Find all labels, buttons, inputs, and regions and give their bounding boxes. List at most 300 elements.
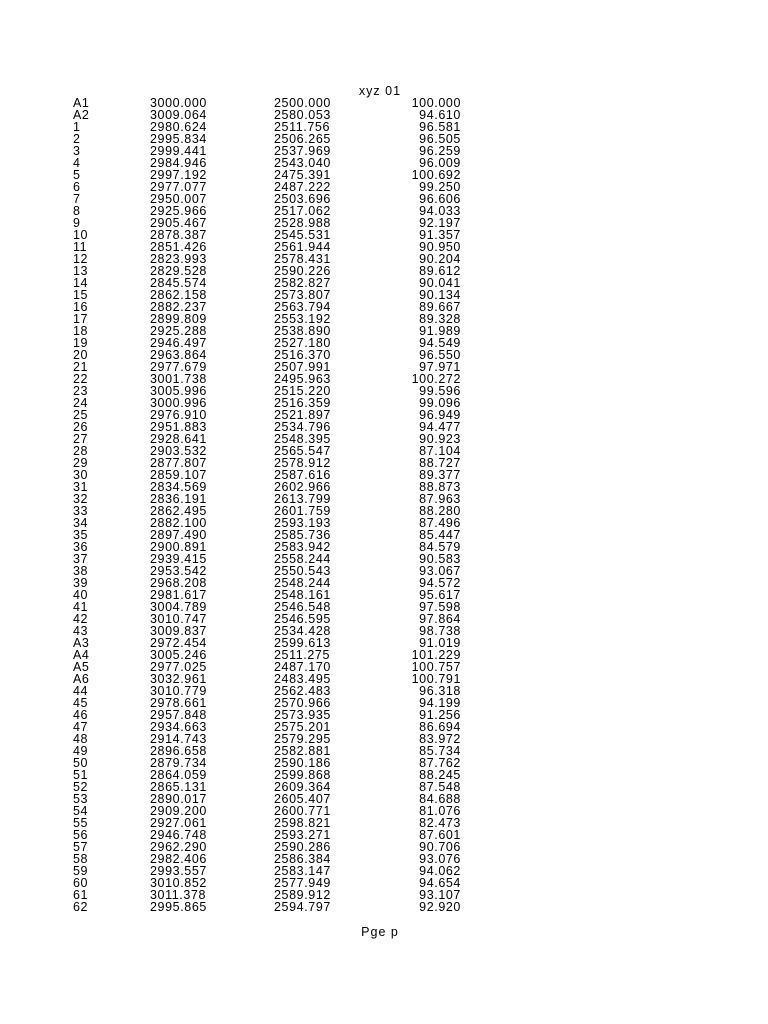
point-id: 55 bbox=[73, 816, 89, 830]
point-id: 44 bbox=[73, 684, 89, 698]
x-value: 2890.017 bbox=[150, 792, 207, 806]
point-id: 50 bbox=[73, 756, 89, 770]
x-value: 3009.837 bbox=[150, 624, 207, 638]
x-value: 2950.007 bbox=[150, 192, 207, 206]
x-value: 2981.617 bbox=[150, 588, 207, 602]
z-value: 94.477 bbox=[419, 420, 461, 434]
x-value: 2882.100 bbox=[150, 516, 207, 530]
point-id: 36 bbox=[73, 540, 89, 554]
z-value: 91.989 bbox=[419, 324, 461, 338]
y-value: 2580.053 bbox=[274, 108, 331, 122]
y-value: 2586.384 bbox=[274, 852, 331, 866]
z-value: 90.204 bbox=[419, 252, 461, 266]
table-row bbox=[73, 241, 473, 253]
x-value: 3005.996 bbox=[150, 384, 207, 398]
y-value: 2495.963 bbox=[274, 372, 331, 386]
z-value: 89.377 bbox=[419, 468, 461, 482]
x-value: 2878.387 bbox=[150, 228, 207, 242]
point-id: 47 bbox=[73, 720, 89, 734]
y-value: 2577.949 bbox=[274, 876, 331, 890]
x-value: 2946.748 bbox=[150, 828, 207, 842]
z-value: 84.688 bbox=[419, 792, 461, 806]
point-id: 46 bbox=[73, 708, 89, 722]
table-row bbox=[73, 349, 473, 361]
z-value: 96.550 bbox=[419, 348, 461, 362]
z-value: 93.076 bbox=[419, 852, 461, 866]
page-footer: Pge p bbox=[361, 925, 399, 939]
z-value: 93.107 bbox=[419, 888, 461, 902]
table-row bbox=[73, 589, 473, 601]
y-value: 2613.799 bbox=[274, 492, 331, 506]
y-value: 2590.226 bbox=[274, 264, 331, 278]
y-value: 2487.170 bbox=[274, 660, 331, 674]
table-row bbox=[73, 109, 473, 121]
z-value: 96.009 bbox=[419, 156, 461, 170]
z-value: 85.447 bbox=[419, 528, 461, 542]
table-row bbox=[73, 505, 473, 517]
table-row bbox=[73, 229, 473, 241]
x-value: 2977.679 bbox=[150, 360, 207, 374]
page-title: xyz 01 bbox=[358, 84, 402, 98]
point-id: 40 bbox=[73, 588, 89, 602]
x-value: 2859.107 bbox=[150, 468, 207, 482]
point-id: 17 bbox=[73, 312, 89, 326]
table-row bbox=[73, 445, 473, 457]
y-value: 2517.062 bbox=[274, 204, 331, 218]
point-id: 53 bbox=[73, 792, 89, 806]
y-value: 2537.969 bbox=[274, 144, 331, 158]
table-row bbox=[73, 553, 473, 565]
point-id: 21 bbox=[73, 360, 89, 374]
x-value: 2980.624 bbox=[150, 120, 207, 134]
z-value: 98.738 bbox=[419, 624, 461, 638]
y-value: 2487.222 bbox=[274, 180, 331, 194]
z-value: 88.873 bbox=[419, 480, 461, 494]
point-id: 49 bbox=[73, 744, 89, 758]
point-id: 24 bbox=[73, 396, 89, 410]
table-row bbox=[73, 181, 473, 193]
z-value: 97.598 bbox=[419, 600, 461, 614]
z-value: 87.104 bbox=[419, 444, 461, 458]
y-value: 2601.759 bbox=[274, 504, 331, 518]
y-value: 2583.942 bbox=[274, 540, 331, 554]
x-value: 2909.200 bbox=[150, 804, 207, 818]
x-value: 2834.569 bbox=[150, 480, 207, 494]
x-value: 2925.288 bbox=[150, 324, 207, 338]
table-row bbox=[73, 337, 473, 349]
z-value: 94.199 bbox=[419, 696, 461, 710]
table-row bbox=[73, 697, 473, 709]
point-id: 1 bbox=[73, 120, 81, 134]
x-value: 3000.000 bbox=[150, 96, 207, 110]
y-value: 2550.543 bbox=[274, 564, 331, 578]
z-value: 83.972 bbox=[419, 732, 461, 746]
x-value: 2877.807 bbox=[150, 456, 207, 470]
point-id: A6 bbox=[73, 672, 90, 686]
x-value: 2829.528 bbox=[150, 264, 207, 278]
table-row bbox=[73, 397, 473, 409]
x-value: 2995.834 bbox=[150, 132, 207, 146]
point-id: 14 bbox=[73, 276, 89, 290]
point-id: 59 bbox=[73, 864, 89, 878]
z-value: 85.734 bbox=[419, 744, 461, 758]
point-id: 41 bbox=[73, 600, 89, 614]
y-value: 2594.797 bbox=[274, 900, 331, 914]
z-value: 88.245 bbox=[419, 768, 461, 782]
z-value: 94.062 bbox=[419, 864, 461, 878]
y-value: 2563.794 bbox=[274, 300, 331, 314]
x-value: 2977.077 bbox=[150, 180, 207, 194]
y-value: 2503.696 bbox=[274, 192, 331, 206]
x-value: 2984.946 bbox=[150, 156, 207, 170]
x-value: 3010.779 bbox=[150, 684, 207, 698]
z-value: 94.610 bbox=[419, 108, 461, 122]
table-row bbox=[73, 625, 473, 637]
point-id: 38 bbox=[73, 564, 89, 578]
table-row bbox=[73, 577, 473, 589]
z-value: 96.318 bbox=[419, 684, 461, 698]
x-value: 2899.809 bbox=[150, 312, 207, 326]
table-row bbox=[73, 757, 473, 769]
table-row bbox=[73, 817, 473, 829]
y-value: 2543.040 bbox=[274, 156, 331, 170]
point-id: 30 bbox=[73, 468, 89, 482]
point-id: 28 bbox=[73, 444, 89, 458]
y-value: 2538.890 bbox=[274, 324, 331, 338]
x-value: 2934.663 bbox=[150, 720, 207, 734]
point-id: 23 bbox=[73, 384, 89, 398]
x-value: 2978.661 bbox=[150, 696, 207, 710]
y-value: 2553.192 bbox=[274, 312, 331, 326]
z-value: 90.583 bbox=[419, 552, 461, 566]
point-id: 12 bbox=[73, 252, 89, 266]
y-value: 2575.201 bbox=[274, 720, 331, 734]
y-value: 2565.547 bbox=[274, 444, 331, 458]
x-value: 2993.557 bbox=[150, 864, 207, 878]
point-id: 31 bbox=[73, 480, 89, 494]
table-row bbox=[73, 889, 473, 901]
y-value: 2521.897 bbox=[274, 408, 331, 422]
table-row bbox=[73, 265, 473, 277]
z-value: 100.692 bbox=[411, 168, 461, 182]
point-id: 18 bbox=[73, 324, 89, 338]
y-value: 2528.988 bbox=[274, 216, 331, 230]
y-value: 2602.966 bbox=[274, 480, 331, 494]
y-value: 2573.807 bbox=[274, 288, 331, 302]
x-value: 2862.158 bbox=[150, 288, 207, 302]
x-value: 2939.415 bbox=[150, 552, 207, 566]
point-id: 5 bbox=[73, 168, 81, 182]
table-row bbox=[73, 517, 473, 529]
y-value: 2545.531 bbox=[274, 228, 331, 242]
z-value: 96.505 bbox=[419, 132, 461, 146]
x-value: 3005.246 bbox=[150, 648, 207, 662]
z-value: 89.328 bbox=[419, 312, 461, 326]
x-value: 2977.025 bbox=[150, 660, 207, 674]
point-id: 35 bbox=[73, 528, 89, 542]
table-row bbox=[73, 613, 473, 625]
x-value: 2982.406 bbox=[150, 852, 207, 866]
z-value: 87.548 bbox=[419, 780, 461, 794]
table-row bbox=[73, 169, 473, 181]
z-value: 87.496 bbox=[419, 516, 461, 530]
point-id: 10 bbox=[73, 228, 89, 242]
point-id: 58 bbox=[73, 852, 89, 866]
table-row bbox=[73, 253, 473, 265]
x-value: 3001.738 bbox=[150, 372, 207, 386]
x-value: 3004.789 bbox=[150, 600, 207, 614]
y-value: 2589.912 bbox=[274, 888, 331, 902]
point-id: 52 bbox=[73, 780, 89, 794]
x-value: 2836.191 bbox=[150, 492, 207, 506]
x-value: 2845.574 bbox=[150, 276, 207, 290]
table-row bbox=[73, 493, 473, 505]
x-value: 3009.064 bbox=[150, 108, 207, 122]
point-id: 51 bbox=[73, 768, 89, 782]
z-value: 94.033 bbox=[419, 204, 461, 218]
z-value: 99.096 bbox=[419, 396, 461, 410]
point-id: 2 bbox=[73, 132, 81, 146]
z-value: 96.581 bbox=[419, 120, 461, 134]
table-row bbox=[73, 733, 473, 745]
table-row bbox=[73, 481, 473, 493]
point-id: A2 bbox=[73, 108, 90, 122]
y-value: 2593.271 bbox=[274, 828, 331, 842]
z-value: 87.762 bbox=[419, 756, 461, 770]
y-value: 2599.868 bbox=[274, 768, 331, 782]
x-value: 3010.852 bbox=[150, 876, 207, 890]
z-value: 97.971 bbox=[419, 360, 461, 374]
z-value: 90.706 bbox=[419, 840, 461, 854]
point-id: 33 bbox=[73, 504, 89, 518]
y-value: 2546.595 bbox=[274, 612, 331, 626]
y-value: 2609.364 bbox=[274, 780, 331, 794]
table-row bbox=[73, 601, 473, 613]
y-value: 2506.265 bbox=[274, 132, 331, 146]
y-value: 2590.186 bbox=[274, 756, 331, 770]
table-row bbox=[73, 745, 473, 757]
table-row bbox=[73, 565, 473, 577]
point-id: 25 bbox=[73, 408, 89, 422]
z-value: 90.134 bbox=[419, 288, 461, 302]
y-value: 2507.991 bbox=[274, 360, 331, 374]
point-id: 45 bbox=[73, 696, 89, 710]
point-id: 19 bbox=[73, 336, 89, 350]
x-value: 2927.061 bbox=[150, 816, 207, 830]
table-row bbox=[73, 673, 473, 685]
point-id: 4 bbox=[73, 156, 81, 170]
y-value: 2516.370 bbox=[274, 348, 331, 362]
z-value: 94.549 bbox=[419, 336, 461, 350]
table-row bbox=[73, 841, 473, 853]
x-value: 3010.747 bbox=[150, 612, 207, 626]
x-value: 2862.495 bbox=[150, 504, 207, 518]
point-id: 43 bbox=[73, 624, 89, 638]
point-id: A4 bbox=[73, 648, 90, 662]
y-value: 2534.428 bbox=[274, 624, 331, 638]
x-value: 2882.237 bbox=[150, 300, 207, 314]
table-row bbox=[73, 805, 473, 817]
y-value: 2562.483 bbox=[274, 684, 331, 698]
x-value: 2962.290 bbox=[150, 840, 207, 854]
table-row bbox=[73, 721, 473, 733]
y-value: 2582.827 bbox=[274, 276, 331, 290]
x-value: 3000.996 bbox=[150, 396, 207, 410]
y-value: 2546.548 bbox=[274, 600, 331, 614]
z-value: 92.920 bbox=[419, 900, 461, 914]
table-row bbox=[73, 793, 473, 805]
z-value: 94.654 bbox=[419, 876, 461, 890]
point-id: A5 bbox=[73, 660, 90, 674]
y-value: 2579.295 bbox=[274, 732, 331, 746]
y-value: 2570.966 bbox=[274, 696, 331, 710]
x-value: 2897.490 bbox=[150, 528, 207, 542]
x-value: 2995.865 bbox=[150, 900, 207, 914]
point-id: 48 bbox=[73, 732, 89, 746]
table-row bbox=[73, 853, 473, 865]
x-value: 2879.734 bbox=[150, 756, 207, 770]
table-row bbox=[73, 97, 473, 109]
y-value: 2582.881 bbox=[274, 744, 331, 758]
point-id: 9 bbox=[73, 216, 81, 230]
y-value: 2558.244 bbox=[274, 552, 331, 566]
point-id: 29 bbox=[73, 456, 89, 470]
x-value: 2999.441 bbox=[150, 144, 207, 158]
z-value: 81.076 bbox=[419, 804, 461, 818]
z-value: 100.000 bbox=[411, 96, 461, 110]
x-value: 2928.641 bbox=[150, 432, 207, 446]
table-row bbox=[73, 421, 473, 433]
table-row bbox=[73, 145, 473, 157]
table-row bbox=[73, 217, 473, 229]
point-id: 60 bbox=[73, 876, 89, 890]
x-value: 2968.208 bbox=[150, 576, 207, 590]
point-id: 54 bbox=[73, 804, 89, 818]
point-id: 6 bbox=[73, 180, 81, 194]
point-id: 37 bbox=[73, 552, 89, 566]
z-value: 97.864 bbox=[419, 612, 461, 626]
z-value: 100.272 bbox=[411, 372, 461, 386]
table-row bbox=[73, 313, 473, 325]
x-value: 3011.378 bbox=[150, 888, 207, 902]
x-value: 2900.891 bbox=[150, 540, 207, 554]
table-row bbox=[73, 457, 473, 469]
z-value: 92.197 bbox=[419, 216, 461, 230]
point-id: 26 bbox=[73, 420, 89, 434]
table-row bbox=[73, 373, 473, 385]
point-id: 42 bbox=[73, 612, 89, 626]
z-value: 100.791 bbox=[411, 672, 461, 686]
x-value: 2925.966 bbox=[150, 204, 207, 218]
z-value: 91.357 bbox=[419, 228, 461, 242]
point-id: 56 bbox=[73, 828, 89, 842]
y-value: 2534.796 bbox=[274, 420, 331, 434]
z-value: 87.963 bbox=[419, 492, 461, 506]
table-row bbox=[73, 769, 473, 781]
y-value: 2483.495 bbox=[274, 672, 331, 686]
table-row bbox=[73, 133, 473, 145]
z-value: 93.067 bbox=[419, 564, 461, 578]
z-value: 89.612 bbox=[419, 264, 461, 278]
z-value: 87.601 bbox=[419, 828, 461, 842]
x-value: 2864.059 bbox=[150, 768, 207, 782]
x-value: 2972.454 bbox=[150, 636, 207, 650]
z-value: 96.259 bbox=[419, 144, 461, 158]
point-id: 61 bbox=[73, 888, 89, 902]
x-value: 2946.497 bbox=[150, 336, 207, 350]
y-value: 2527.180 bbox=[274, 336, 331, 350]
y-value: 2600.771 bbox=[274, 804, 331, 818]
x-value: 3032.961 bbox=[150, 672, 207, 686]
table-row bbox=[73, 301, 473, 313]
table-row bbox=[73, 433, 473, 445]
y-value: 2605.407 bbox=[274, 792, 331, 806]
table-row bbox=[73, 385, 473, 397]
z-value: 100.757 bbox=[411, 660, 461, 674]
point-id: 57 bbox=[73, 840, 89, 854]
point-id: 11 bbox=[73, 240, 88, 254]
table-row bbox=[73, 541, 473, 553]
point-id: A3 bbox=[73, 636, 90, 650]
z-value: 88.727 bbox=[419, 456, 461, 470]
y-value: 2511.756 bbox=[274, 120, 331, 134]
table-row bbox=[73, 529, 473, 541]
y-value: 2548.161 bbox=[274, 588, 331, 602]
table-row bbox=[73, 289, 473, 301]
y-value: 2593.193 bbox=[274, 516, 331, 530]
z-value: 99.596 bbox=[419, 384, 461, 398]
x-value: 2963.864 bbox=[150, 348, 207, 362]
y-value: 2590.286 bbox=[274, 840, 331, 854]
table-row bbox=[73, 877, 473, 889]
y-value: 2599.613 bbox=[274, 636, 331, 650]
x-value: 2976.910 bbox=[150, 408, 207, 422]
point-id: A1 bbox=[73, 96, 90, 110]
table-row bbox=[73, 781, 473, 793]
table-row bbox=[73, 193, 473, 205]
z-value: 89.667 bbox=[419, 300, 461, 314]
y-value: 2585.736 bbox=[274, 528, 331, 542]
point-id: 13 bbox=[73, 264, 89, 278]
point-id: 62 bbox=[73, 900, 89, 914]
table-row bbox=[73, 865, 473, 877]
table-row bbox=[73, 829, 473, 841]
z-value: 88.280 bbox=[419, 504, 461, 518]
z-value: 99.250 bbox=[419, 180, 461, 194]
point-id: 15 bbox=[73, 288, 89, 302]
y-value: 2561.944 bbox=[274, 240, 331, 254]
y-value: 2578.431 bbox=[274, 252, 331, 266]
z-value: 101.229 bbox=[411, 648, 461, 662]
table-row bbox=[73, 121, 473, 133]
point-id: 20 bbox=[73, 348, 89, 362]
z-value: 95.617 bbox=[419, 588, 461, 602]
x-value: 2951.883 bbox=[150, 420, 207, 434]
z-value: 90.041 bbox=[419, 276, 461, 290]
x-value: 2865.131 bbox=[150, 780, 207, 794]
z-value: 90.950 bbox=[419, 240, 461, 254]
x-value: 2997.192 bbox=[150, 168, 207, 182]
y-value: 2511.275 bbox=[274, 648, 331, 662]
z-value: 91.256 bbox=[419, 708, 461, 722]
point-id: 32 bbox=[73, 492, 89, 506]
z-value: 94.572 bbox=[419, 576, 461, 590]
point-id: 34 bbox=[73, 516, 89, 530]
point-id: 27 bbox=[73, 432, 89, 446]
y-value: 2515.220 bbox=[274, 384, 331, 398]
x-value: 2957.848 bbox=[150, 708, 207, 722]
y-value: 2500.000 bbox=[274, 96, 331, 110]
